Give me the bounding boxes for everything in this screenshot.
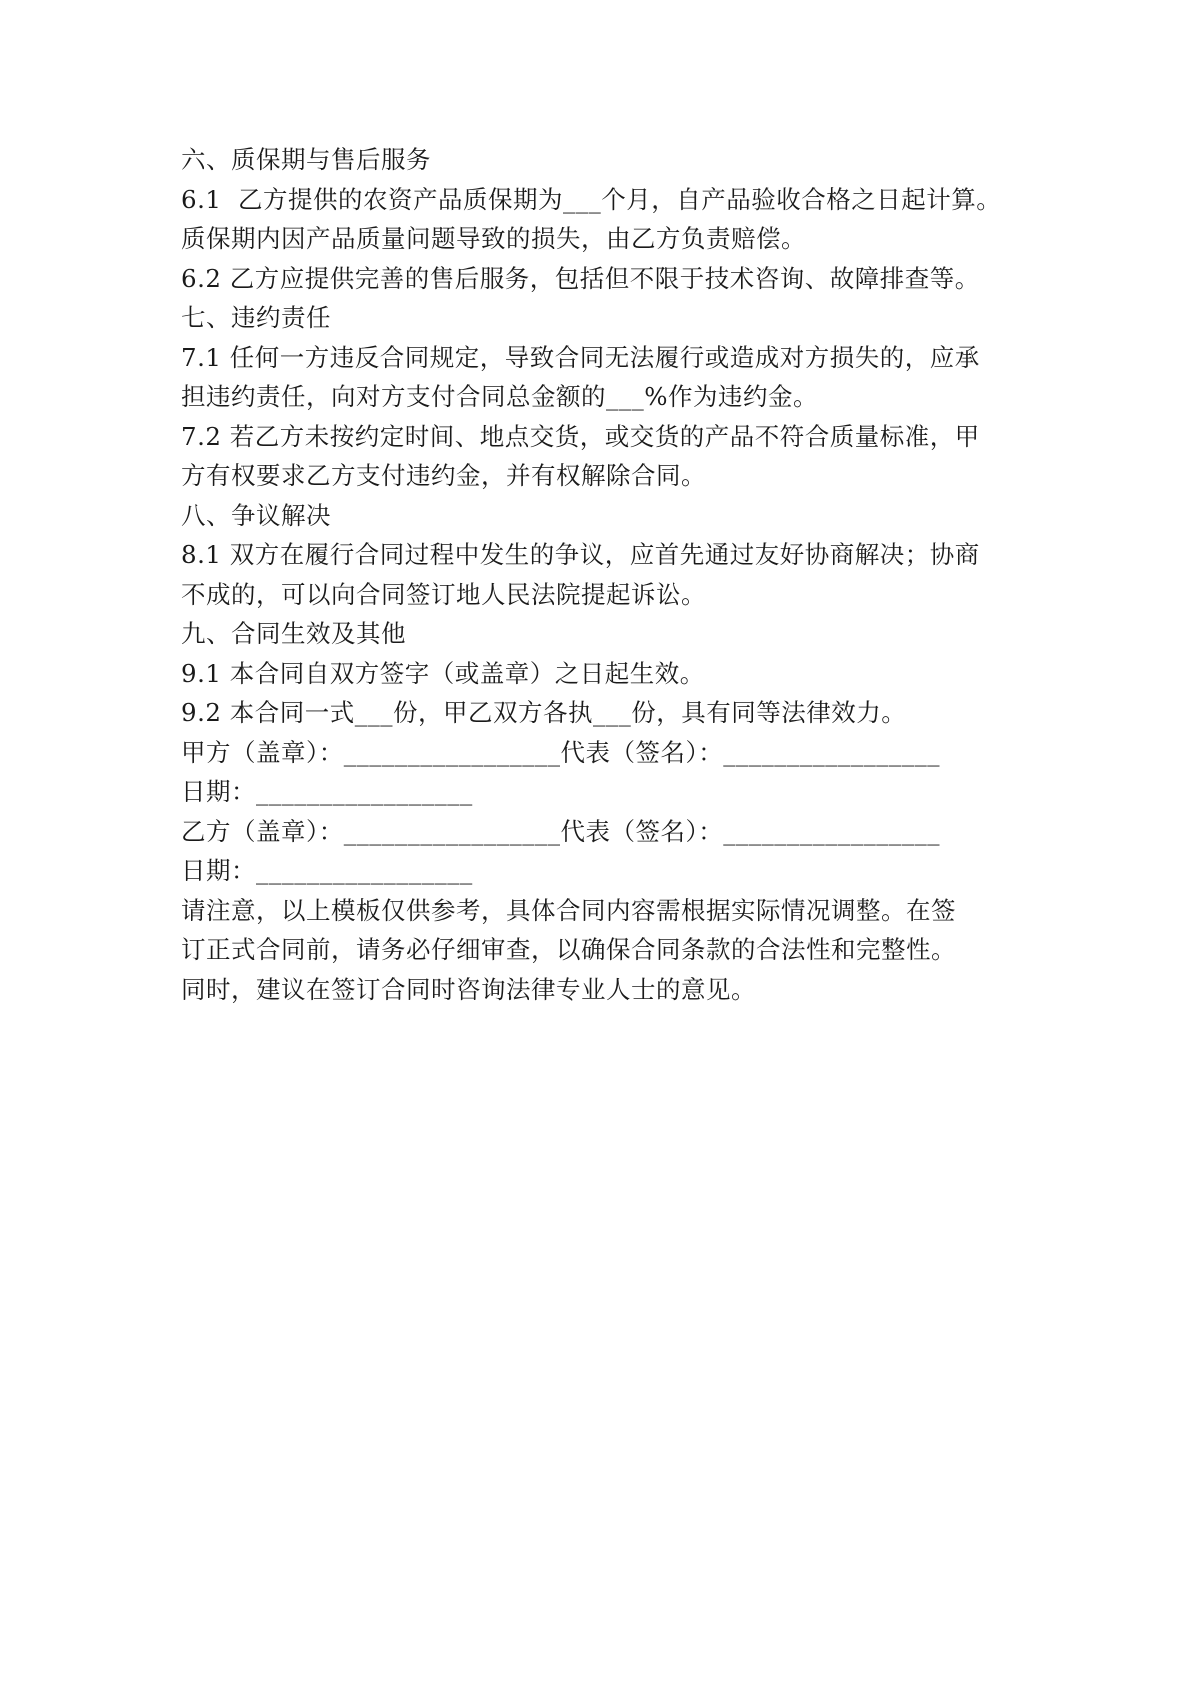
clause-9-2: 9.2 本合同一式___份，甲乙双方各执___份，具有同等法律效力。	[181, 698, 907, 727]
notice-line-3: 同时，建议在签订合同时咨询法律专业人士的意见。	[181, 974, 756, 1004]
section-heading-warranty: 六、质保期与售后服务	[181, 145, 431, 174]
section-heading-dispute: 八、争议解决	[181, 500, 331, 530]
notice-line-2: 订正式合同前，请务必仔细审查，以确保合同条款的合法性和完整性。	[181, 935, 956, 964]
section-heading-effect: 九、合同生效及其他	[181, 619, 406, 648]
notice-line-1: 请注意，以上模板仅供参考，具体合同内容需根据实际情况调整。在签	[181, 895, 956, 925]
clause-7-1: 7.1 任何一方违反合同规定，导致合同无法履行或造成对方损失的，应承	[181, 342, 980, 372]
clause-7-2-cont: 方有权要求乙方支付违约金，并有权解除合同。	[181, 461, 706, 490]
document-body	[181, 140, 1041, 1009]
clause-6-1-cont: 质保期内因产品质量问题导致的损失，由乙方负责赔偿。	[181, 224, 806, 253]
clause-9-1: 9.1 本合同自双方签字（或盖章）之日起生效。	[181, 658, 705, 688]
clause-7-2: 7.2 若乙方未按约定时间、地点交货，或交货的产品不符合质量标准，甲	[181, 421, 980, 451]
clause-8-1-cont: 不成的，可以向合同签订地人民法院提起诉讼。	[181, 579, 706, 609]
clause-6-1: 6.1 乙方提供的农资产品质保期为___个月，自产品验收合格之日起计算。	[181, 184, 1002, 214]
party-b-signature-line: 乙方（盖章）：_________________代表（签名）：_________________	[181, 816, 940, 846]
clause-6-2: 6.2 乙方应提供完善的售后服务，包括但不限于技术咨询、故障排查等。	[181, 263, 980, 293]
clause-7-1-cont: 担违约责任，向对方支付合同总金额的___%作为违约金。	[181, 382, 819, 411]
party-b-date-line: 日期：_________________	[181, 856, 473, 885]
clause-8-1: 8.1 双方在履行合同过程中发生的争议，应首先通过友好协商解决；协商	[181, 540, 980, 569]
party-a-signature-line: 甲方（盖章）：_________________代表（签名）：_________________	[181, 737, 940, 767]
party-a-date-line: 日期：_________________	[181, 777, 473, 806]
section-heading-liability: 七、违约责任	[181, 303, 331, 332]
